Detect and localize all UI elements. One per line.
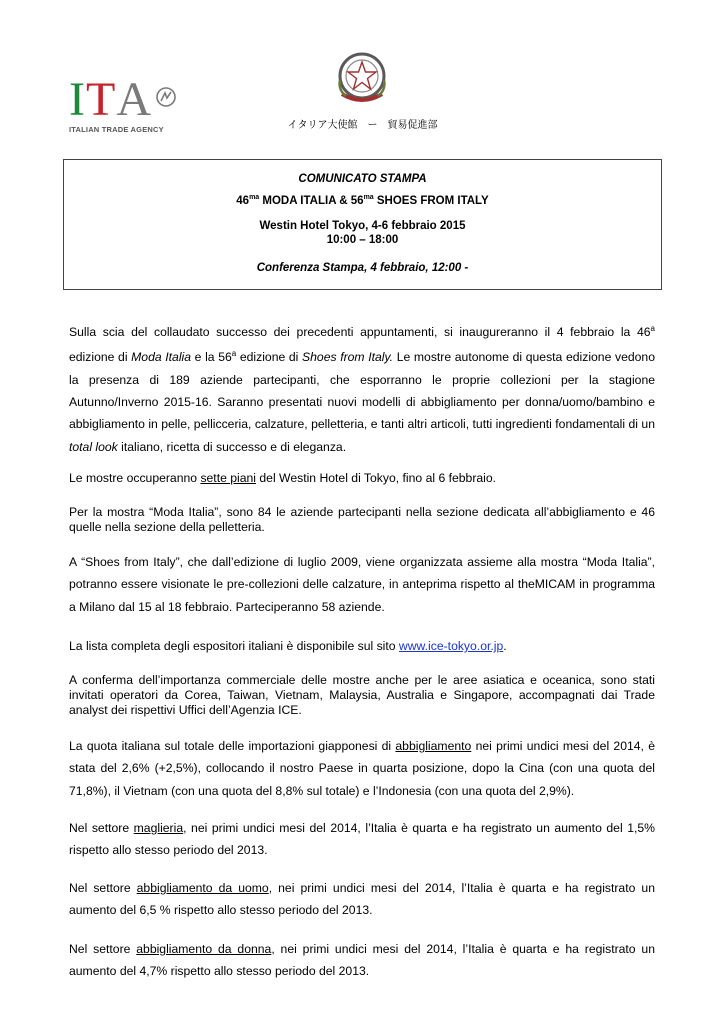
paragraph-apparel-share: La quota italiana sul totale delle importazioni giapponesi di abbigliamento nei primi undici mesi del 2014, è stata del 2,6% (+2,5%), collocando il nostro Paese in quarta posizione, dopo la Cina (con una quota del 71,8%), il Vietnam (con una quota del 8,8% sul totale) e l’Indonesia (con una quota del 2,9%). [69,739,655,798]
press-release-box [63,159,662,290]
embassy-label: イタリア大使館 ー 貿易促進部 [287,120,438,131]
paragraph-floors: Le mostre occuperanno sette piani del Westin Hotel di Tokyo, fino al 6 febbraio. [69,471,497,485]
logo-letter-t: T [85,73,117,126]
logo-letter-a: A [116,73,152,126]
hours: 10:00 – 18:00 [326,234,399,246]
event-end: SHOES FROM ITALY [373,194,489,207]
paragraph-shoes: A “Shoes from Italy”, che dall’edizione di luglio 2009, viene organizzata assieme alla mostra “Moda Italia”, potranno essere visionate le pre-collezioni delle calzature, in anteprima rispetto al theMICAM in programma a Milano dal 15 al 18 febbraio. Parteciperanno 58 aziende. [69,555,655,614]
conference: Conferenza Stampa, 4 febbraio, 12:00 - [256,262,469,274]
italian-republic-emblem-icon [334,50,390,108]
paragraph-intro: Sulla scia del collaudato successo dei precedenti appuntamenti, si inaugureranno il 4 febbraio la 46$^a$ edizione di Moda Italia e la 56$^a$ edizione di Shoes from Italy. Le mostre autonome di questa edizione vedono la presenza di 189 aziende partecipanti, che esporranno le proprie collezioni per la stagione Autunno/Inverno 2015-16. Saranno presentati nuovi modelli di abbigliamento per donna/uomo/bambino e abbigliamento in pelle, pellicceria, calzature, pelletteria, e tanti altri articoli, tutti ingredienti fondamentali di un total look italiano, ricetta di successo e di eleganza. [69,324,655,454]
box-title: COMUNICATO STAMPA [298,173,427,185]
paragraph-exhibitors: La lista completa degli espositori italiani è disponibile sul sito www.ice-tokyo.or.jp. [69,639,507,653]
event-sup-1: ma [249,194,260,201]
logo-letter-i: I [69,73,86,126]
paragraph-moda-italia: Per la mostra “Moda Italia”, sono 84 le aziende partecipanti nella sezione dedicata all’abbigliamento e 46 quelle nella sezione della pelletteria. [69,505,655,534]
embassy-text [0,116,725,131]
event-title [64,194,661,207]
event-number-1: 46 [236,194,250,207]
paragraph-menswear: Nel settore abbigliamento da uomo, nei primi undici mesi del 2014, l’Italia è quarta e ha registrato un aumento del 6,5 % rispetto allo stesso periodo del 2013. [69,881,655,918]
paragraph-operators: A conferma dell’importanza commerciale delle mostre anche per le aree asiatica e oceanica, sono stati invitati operatori da Corea, Taiwan, Vietnam, Malaysia, Australia e Singapore, accompagnati dai Trade analyst dei rispettivi Uffici dell’Agenzia ICE. [69,673,655,717]
exhibitors-link[interactable]: www.ice-tokyo.or.jp [398,639,504,653]
logo-swirl-icon [155,86,177,108]
paragraph-knitwear: Nel settore maglieria, nei primi undici mesi del 2014, l’Italia è quarta e ha registrato un aumento del 1,5% rispetto allo stesso periodo del 2013. [69,821,655,858]
event-sup-2: ma [363,194,374,201]
logo-caption: ITALIAN TRADE AGENCY [69,125,164,134]
event-mid: MODA ITALIA & 56 [259,194,364,207]
venue: Westin Hotel Tokyo, 4-6 febbraio 2015 [259,220,466,232]
paragraph-womenswear: Nel settore abbigliamento da donna, nei primi undici mesi del 2014, l’Italia è quarta e ha registrato un aumento del 4,7% rispetto allo stesso periodo del 2013. [69,942,655,979]
